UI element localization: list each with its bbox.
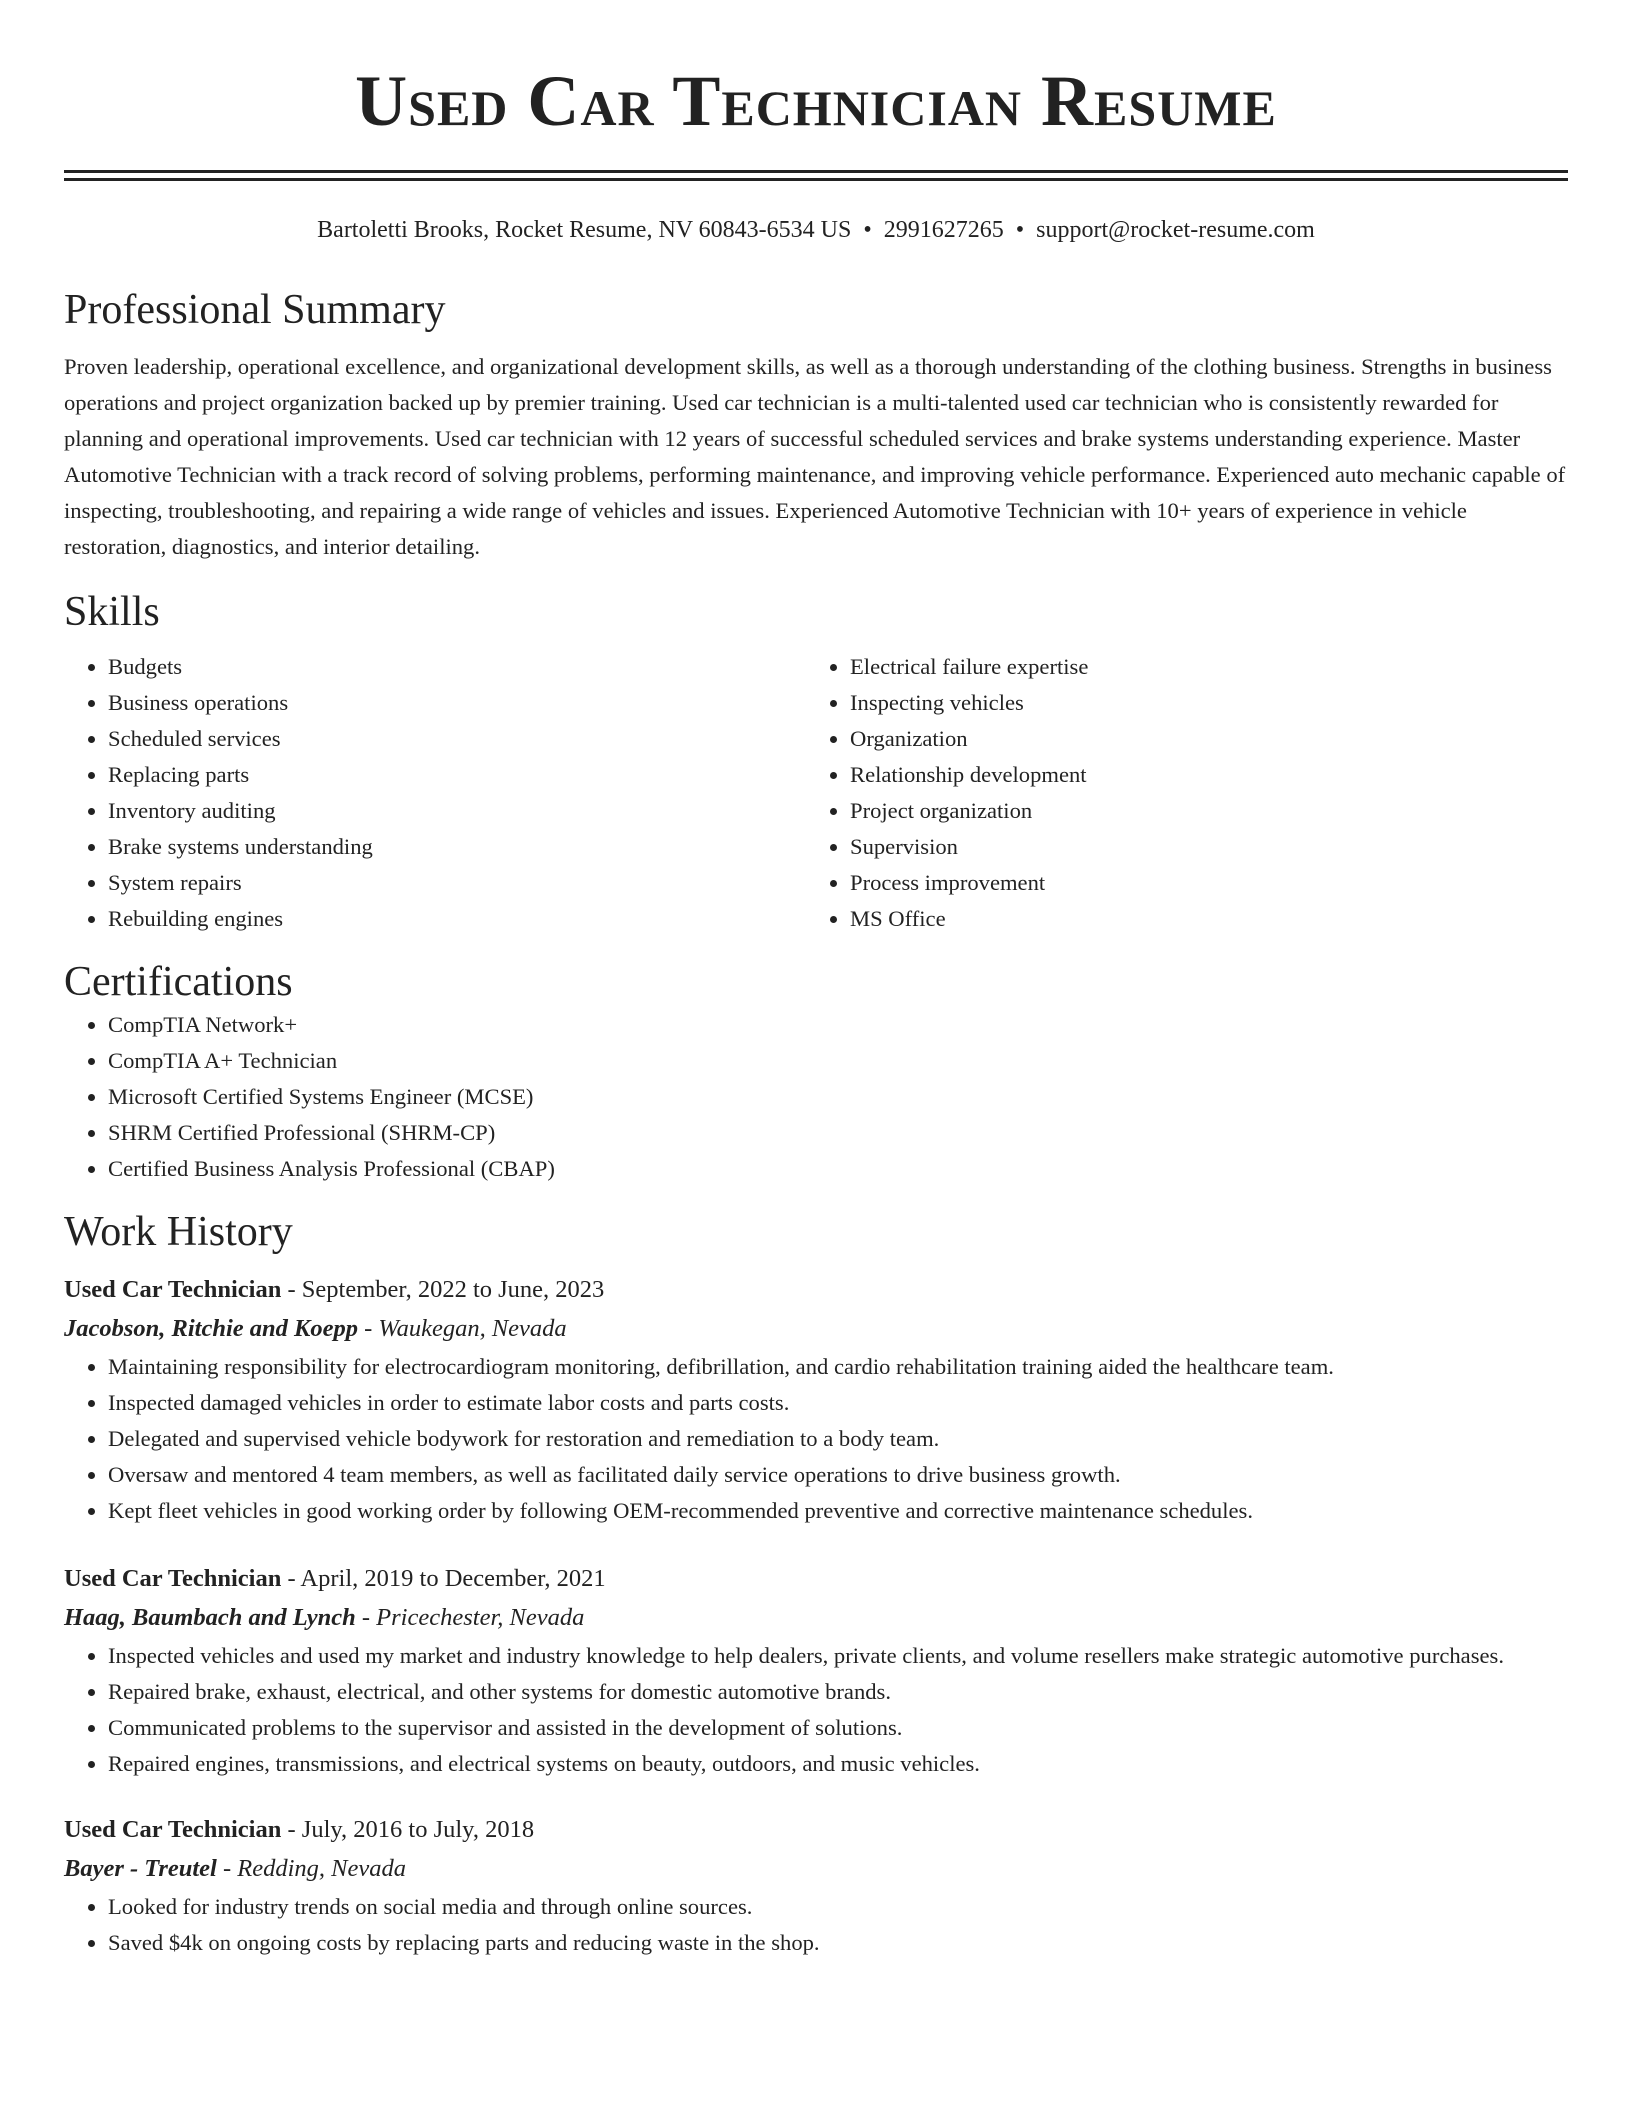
certifications-heading: Certifications <box>64 959 293 1005</box>
duty-item: • Repaired engines, transmissions, and electrical systems on beauty, outdoors, and music vehicles. <box>108 1746 1568 1782</box>
duty-item: • Inspected vehicles and used my market and industry knowledge to help dealers, private clients, and volume resellers make strategic automotive purchases. <box>108 1638 1568 1674</box>
job-header <box>64 1271 1568 1309</box>
skill-item: • Inspecting vehicles <box>850 685 1548 721</box>
job-title: Used Car Technician <box>64 1565 282 1592</box>
resume-title: Used Car Technician Resume <box>355 61 1277 141</box>
job-title: Used Car Technician <box>64 1816 282 1843</box>
skills-heading: Skills <box>64 589 160 635</box>
skill-item: • Scheduled services <box>108 721 806 757</box>
skill-item: • Business operations <box>108 685 806 721</box>
job-employer <box>64 1598 1568 1638</box>
certifications-list <box>64 1007 1568 1187</box>
job-employer <box>64 1849 1568 1889</box>
duty-item: • Inspected damaged vehicles in order to estimate labor costs and parts costs. <box>108 1385 1568 1421</box>
job-dates: - September, 2022 to June, 2023 <box>281 1276 605 1303</box>
skill-item: • Supervision <box>850 829 1548 865</box>
job-title: Used Car Technician <box>64 1276 282 1303</box>
skill-item: • Process improvement <box>850 865 1548 901</box>
work-history-heading: Work History <box>64 1209 293 1255</box>
skill-item: • Electrical failure expertise <box>850 649 1548 685</box>
job-header <box>64 1811 1568 1849</box>
resume-page <box>64 0 1568 1961</box>
summary-text: Proven leadership, operational excellence, and organizational development skills, as well as a thorough understanding of the clothing business. Strengths in business operations and project organization backed up by premier training. Used car technician is a multi-talented used car technician who is consistently rewarded for planning and operational improvements. Used car technician with 12 years of successful scheduled services and brake systems understanding experience. Master Automotive Technician with a track record of solving problems, performing maintenance, and improving vehicle performance. Experienced auto mechanic capable of inspecting, troubleshooting, and repairing a wide range of vehicles and issues. Experienced Automotive Technician with 10+ years of experience in vehicle restoration, diagnostics, and interior detailing. <box>64 354 1566 559</box>
certification-item: • CompTIA A+ Technician <box>108 1043 1568 1079</box>
duty-item: • Looked for industry trends on social media and through online sources. <box>108 1889 1568 1925</box>
skill-item: • MS Office <box>850 901 1548 937</box>
job-employer <box>64 1309 1568 1349</box>
contact-separator: • <box>863 217 872 243</box>
company-name: Bayer - Treutel <box>64 1855 217 1882</box>
job-entry <box>64 1271 1568 1529</box>
contact-phone: 2991627265 <box>883 217 1004 243</box>
company-location: - Waukegan, Nevada <box>358 1315 567 1342</box>
skill-item: • Replacing parts <box>108 757 806 793</box>
skill-item: • Project organization <box>850 793 1548 829</box>
duty-item: • Saved $4k on ongoing costs by replacing parts and reducing waste in the shop. <box>108 1925 1568 1961</box>
duty-item: • Oversaw and mentored 4 team members, as well as facilitated daily service operations to drive business growth. <box>108 1457 1568 1493</box>
job-duties <box>64 1638 1568 1782</box>
duty-item: • Delegated and supervised vehicle bodywork for restoration and remediation to a body team. <box>108 1421 1568 1457</box>
company-name: Jacobson, Ritchie and Koepp <box>64 1315 359 1342</box>
skills-list <box>64 649 1568 937</box>
job-duties <box>64 1889 1568 1961</box>
skill-item: • System repairs <box>108 865 806 901</box>
skill-item: • Inventory auditing <box>108 793 806 829</box>
skill-item: • Budgets <box>108 649 806 685</box>
job-dates: - April, 2019 to December, 2021 <box>281 1565 606 1592</box>
contact-email: support@rocket-resume.com <box>1036 217 1315 243</box>
contact-separator: • <box>1015 217 1025 243</box>
skill-item: • Relationship development <box>850 757 1548 793</box>
job-header <box>64 1560 1568 1598</box>
skill-item: • Brake systems understanding <box>108 829 806 865</box>
duty-item: • Repaired brake, exhaust, electrical, and other systems for domestic automotive brands. <box>108 1674 1568 1710</box>
job-duties <box>64 1349 1568 1529</box>
contact-address: Bartoletti Brooks, Rocket Resume, NV 60843-6534 US <box>317 217 852 243</box>
certification-item: • CompTIA Network+ <box>108 1007 1568 1043</box>
job-dates: - July, 2016 to July, 2018 <box>281 1816 535 1843</box>
skill-item: • Rebuilding engines <box>108 901 806 937</box>
certification-item: • SHRM Certified Professional (SHRM-CP) <box>108 1115 1568 1151</box>
job-entry <box>64 1560 1568 1782</box>
contact-line <box>64 215 1568 245</box>
title-divider-thick <box>64 170 1568 173</box>
skill-item: • Organization <box>850 721 1548 757</box>
skills-column-right <box>806 649 1548 937</box>
duty-item: • Kept fleet vehicles in good working order by following OEM-recommended preventive and corrective maintenance schedules. <box>108 1493 1568 1529</box>
skills-column-left <box>64 649 806 937</box>
company-location: - Pricechester, Nevada <box>355 1604 585 1631</box>
summary-heading: Professional Summary <box>64 287 446 333</box>
company-name: Haag, Baumbach and Lynch <box>64 1604 356 1631</box>
certification-item: • Certified Business Analysis Professional (CBAP) <box>108 1151 1568 1187</box>
company-location: - Redding, Nevada <box>216 1855 407 1882</box>
duty-item: • Communicated problems to the supervisor and assisted in the development of solutions. <box>108 1710 1568 1746</box>
title-divider-thin <box>64 178 1568 181</box>
duty-item: • Maintaining responsibility for electrocardiogram monitoring, defibrillation, and cardio rehabilitation training aided the healthcare team. <box>108 1349 1568 1385</box>
certification-item: • Microsoft Certified Systems Engineer (MCSE) <box>108 1079 1568 1115</box>
job-entry <box>64 1811 1568 1961</box>
